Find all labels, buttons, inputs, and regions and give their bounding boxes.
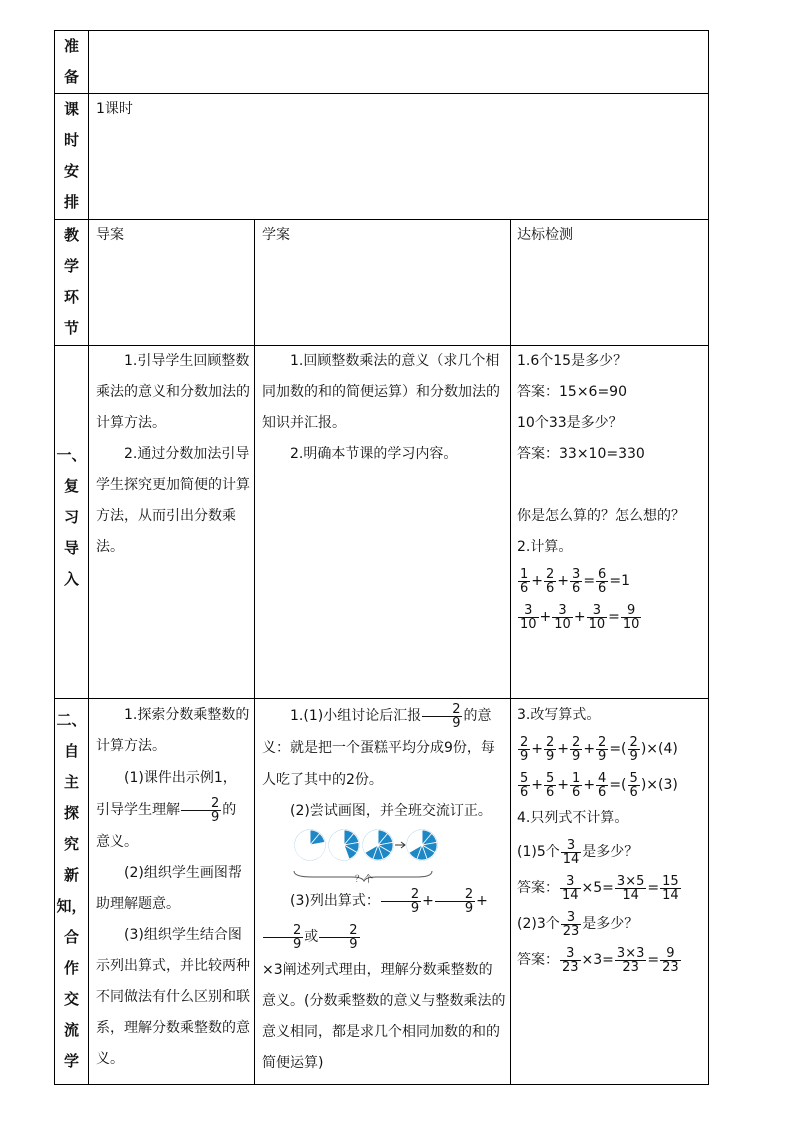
explore-s1 [262, 700, 506, 796]
fraction: $\frac{3\times 5}{14}$ [616, 873, 645, 903]
schedule-text: 1课时 [96, 101, 133, 117]
explore-s2: (2)尝试画图，并全班交流订正。 [290, 803, 492, 819]
review-q1c: 你是怎么算的？怎么想的？ [517, 508, 685, 524]
header-check-text: 达标检测 [517, 227, 573, 243]
fraction: $\frac{2}{9}$ [572, 734, 581, 764]
fraction: $\frac{2}{9}$ [319, 924, 359, 951]
explore-q4: 4.只列式不计算。 [517, 810, 629, 826]
fraction: $\frac{3}{23}$ [562, 909, 580, 939]
header-guide [96, 220, 246, 251]
explore-study [262, 700, 506, 1079]
q4b-line: (2)3个 $\frac{3}{23}$ 是多少？ [517, 909, 639, 939]
explore-g4: (3)组织学生结合图示列出算式，并比较两种不同做法有什么区别和联系，理解分数乘整数的意义。 [96, 927, 250, 1067]
row-label-prep: 准 备 [63, 37, 79, 86]
header-study-text: 学案 [262, 227, 290, 243]
header-guide-text: 导案 [96, 227, 124, 243]
schedule-content [96, 94, 696, 125]
q4a-answer: 答案： $\frac{3}{14}$ ×5= $\frac{3\times 5}{14}$ = $\frac{15}{14}$ [517, 873, 679, 903]
review-study-1: 1.回顾整数乘法的意义（求几个相同加数的和的简便运算）和分数加法的知识并汇报。 [262, 353, 500, 431]
fraction: $\frac{6}{6}$ [598, 566, 607, 596]
row-label-explore: 二、 自 主 探 究 新 知， 合 作 交 流 学 [56, 711, 87, 1070]
explore-g3: (2)组织学生画图帮助理解题意。 [96, 865, 242, 912]
review-q2: 2.计算。 [517, 539, 573, 555]
fraction: $\frac{1}{6}$ [520, 566, 529, 596]
arrow-icon [395, 842, 405, 848]
fraction-2-9: $\frac{2}{9}$ [181, 797, 221, 824]
fraction: $\frac{9}{23}$ [662, 945, 679, 975]
explore-q3: 3.改写算式。 [517, 707, 601, 723]
fraction: $\frac{2}{6}$ [546, 566, 555, 596]
review-q1: 1.6个15是多少？ [517, 353, 628, 369]
explore-s1a: 1.(1)小组讨论后汇报 [290, 708, 422, 724]
fraction: $\frac{2}{9}$ [520, 734, 529, 764]
row-label-review: 一、 复 习 导 入 [56, 446, 87, 588]
review-guide-2: 2.通过分数加法引导学生探究更加简便的计算方法，从而引出分数乘法。 [96, 446, 250, 555]
fraction: $\frac{2}{9}$ [435, 888, 475, 915]
fraction: $\frac{2}{9}$ [598, 734, 607, 764]
fraction: $\frac{2}{9}$ [629, 734, 638, 764]
q4a-line: (1)5个 $\frac{3}{14}$ 是多少？ [517, 837, 639, 867]
fraction: $\frac{3}{10}$ [520, 602, 537, 632]
row-label-schedule: 课 时 安 排 [63, 100, 79, 211]
rewrite-eq1: $\frac{2}{9}$ + $\frac{2}{9}$ + $\frac{2}{9}$ + $\frac{2}{9}$ =( $\frac{2}{9}$ )×(4) [520, 734, 678, 764]
fraction: $\frac{3}{14}$ [562, 837, 580, 867]
review-study-2: 2.明确本节课的学习内容。 [290, 446, 458, 462]
explore-s1b: 的意义：就是把一个蛋糕平均分成9份，每人吃了其中的2份。 [262, 708, 495, 788]
review-q1b: 10个33是多少？ [517, 415, 623, 431]
review-guide-1: 1.引导学生回顾整数乘法的意义和分数加法的计算方法。 [96, 353, 250, 431]
review-eq1: $\frac{1}{6}$ + $\frac{2}{6}$ + $\frac{3}{6}$ = $\frac{6}{6}$ =1 [520, 566, 630, 596]
fraction: $\frac{3}{6}$ [572, 566, 581, 596]
review-a1: 答案：15×6=90 [517, 384, 627, 400]
row-label-header: 教 学 环 节 [63, 226, 79, 337]
explore-guide [96, 700, 250, 1075]
review-eq2: $\frac{3}{10}$ + $\frac{3}{10}$ + $\frac{3}{10}$ = $\frac{9}{10}$ [520, 602, 640, 632]
explore-g1: 1.探索分数乘整数的计算方法。 [96, 707, 250, 754]
fraction: $\frac{15}{14}$ [662, 873, 679, 903]
explore-g2b: 的意义。 [96, 802, 237, 850]
fraction: $\frac{5}{6}$ [629, 770, 638, 800]
explore-s3: (3)列出算式： $\frac{2}{9}$ + $\frac{2}{9}$ + $\frac{2}{9}$ 或 $\frac{2}{9}$ [262, 883, 506, 955]
fraction: $\frac{4}{6}$ [598, 770, 607, 800]
fraction: $\frac{3}{10}$ [588, 602, 606, 632]
rewrite-eq2: $\frac{5}{6}$ + $\frac{5}{6}$ + $\frac{1}{6}$ + $\frac{4}{6}$ =( $\frac{5}{6}$ )×(3) [520, 770, 678, 800]
q4b-answer: 答案： $\frac{3}{23}$ ×3= $\frac{3\times 3}{23}$ = $\frac{9}{23}$ [517, 945, 679, 975]
fraction: $\frac{9}{10}$ [622, 602, 640, 632]
fraction: $\frac{2}{9}$ [381, 888, 421, 915]
header-check [517, 220, 702, 251]
review-guide [96, 346, 250, 563]
fraction: $\frac{3}{23}$ [562, 945, 579, 975]
cake-diagram [292, 827, 442, 883]
fraction: $\frac{3}{10}$ [554, 602, 571, 632]
review-a1b: 答案：33×10=330 [517, 446, 645, 462]
fraction-2-9-study: $\frac{2}{9}$ [422, 703, 462, 730]
explore-g2a: (1)课件出示例1，引导学生理解 [96, 770, 237, 818]
review-study [262, 346, 504, 470]
fraction: $\frac{3}{14}$ [562, 873, 579, 903]
fraction: $\frac{2}{9}$ [546, 734, 555, 764]
diagram-label: ？个 [354, 875, 374, 883]
explore-check [517, 700, 703, 978]
fraction: $\frac{2}{9}$ [263, 924, 303, 951]
explore-g2 [96, 762, 250, 858]
header-study [262, 220, 502, 251]
fraction: $\frac{5}{6}$ [546, 770, 555, 800]
fraction: $\frac{5}{6}$ [520, 770, 529, 800]
explore-s3c: ×3阐述列式理由，理解分数乘整数的意义。(分数乘整数的意义与整数乘法的意义相同，都是求几个相同加数的和的简便运算) [262, 962, 506, 1071]
fraction: $\frac{3\times 3}{23}$ [616, 945, 645, 975]
fraction: $\frac{1}{6}$ [572, 770, 581, 800]
review-check [517, 346, 703, 635]
